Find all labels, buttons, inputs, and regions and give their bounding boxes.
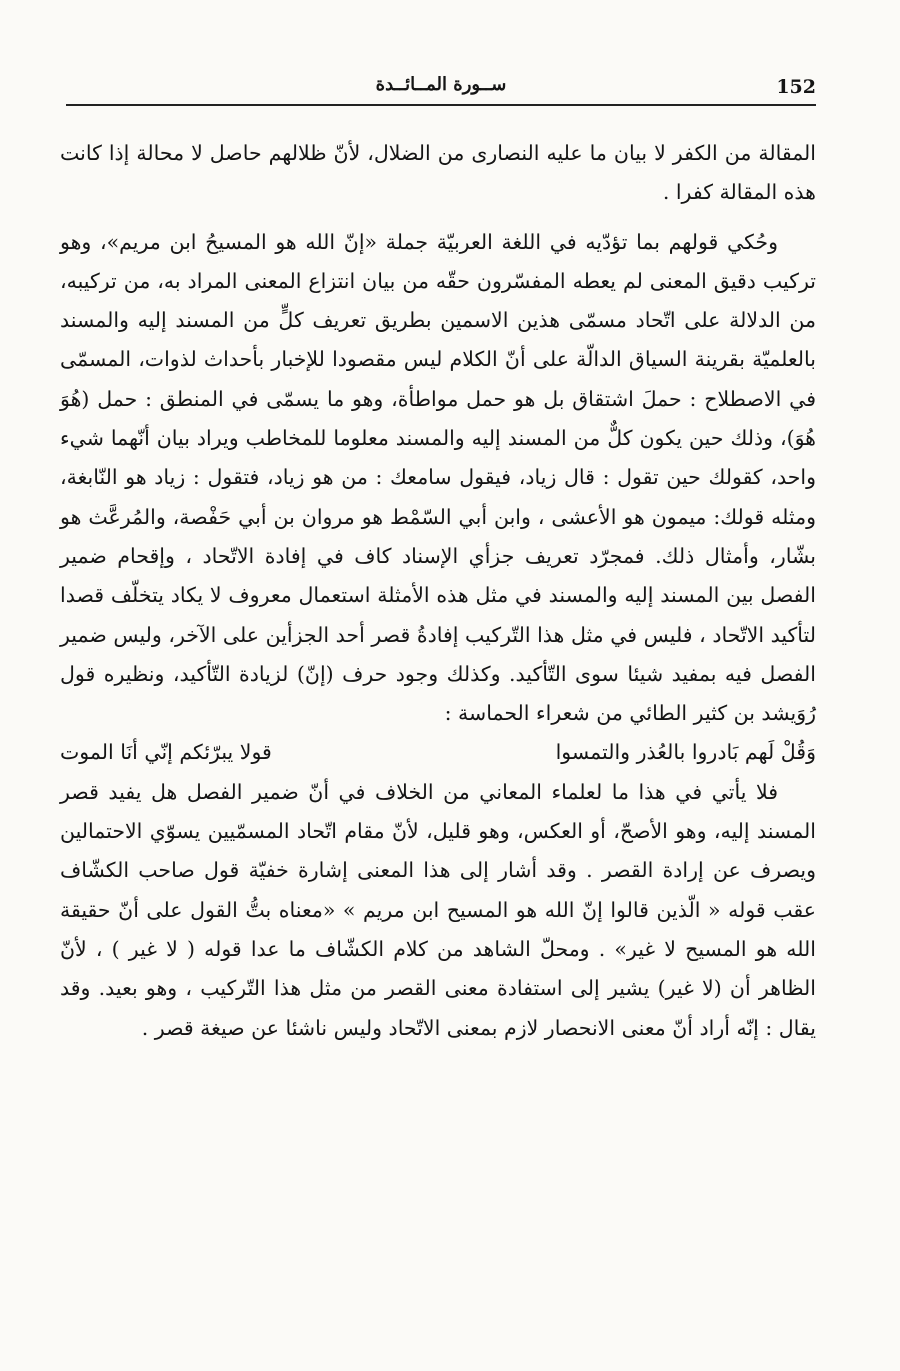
page-number: 152: [776, 76, 816, 98]
running-title: ســورة المــائــدة: [375, 74, 507, 95]
paragraph-main: وحُكي قولهم بما تؤدّيه في اللغة العربيّة جملة «إنّ الله هو المسيحُ ابن مريم»، وهو تركيب دقيق المعنى لم يعطه المفسّرون حقّه من بيان انتزاع المعنى المراد به، من تركيبه، من الدلالة على اتّحاد مسمّى هذين الاسمين بطريق تعريف كلٍّ من المسند إليه والمسند بالعلميّة بقرينة السياق الدالّة على أنّ الكلام ليس مقصودا للإخبار بأحداث لذوات، المسمّى في الاصطلاح : حملَ اشتقاق بل هو حمل مواطأة، وهو ما يسمّى في المنطق : حمل (هُوَ هُوَ)، وذلك حين يكون كلٌّ من المسند إليه والمسند معلوما للمخاطب ويراد بيان أنّهما شيء واحد، كقولك حين تقول : قال زياد، فيقول سامعك : من هو زياد، فتقول : زياد هو النّابغة، ومثله قولك: ميمون هو الأعشى ، وابن أبي السّمْط هو مروان بن أبي حَفْصة، والمُرعَّث هو بشّار، وأمثال ذلك. فمجرّد تعريف جزأي الإسناد كاف في إفادة الاتّحاد ، وإقحام ضمير الفصل بين المسند إليه والمسند في مثل هذه الأمثلة استعمال معروف لا يكاد يتخلّف قصدا لتأكيد الاتّحاد ، فليس في مثل هذا التّركيب إفادةُ قصر أحد الجزأين على الآخر، وليس ضمير الفصل فيه بمفيد شيئا سوى التّأكيد. وكذلك وجود حرف (إنّ) لزيادة التّأكيد، ونظيره قول رُوَيشد بن كثير الطائي من شعراء الحماسة :: [60, 229, 817, 726]
poem-verse: [60, 733, 816, 772]
page-header: [66, 74, 816, 106]
poem-second-hemistich: قولا يبرّئكم إنّي أنَا الموت: [60, 740, 272, 765]
paragraph-continuation: المقالة من الكفر لا بيان ما عليه النصارى من الضلال، لأنّ ظلالهم حاصل لا محالة إذا كانت هذه المقالة كفرا .: [60, 141, 816, 205]
body-text: [60, 134, 816, 1048]
poem-first-hemistich: وَقُلْ لَهم بَادروا بالعُذر والتمسوا: [555, 740, 816, 765]
paragraph-closing: فلا يأتي في هذا ما لعلماء المعاني من الخلاف في أنّ ضمير الفصل هل يفيد قصر المسند إليه، وهو الأصحّ، أو العكس، وهو قليل، لأنّ مقام اتّحاد المسمّيين يسوّي الاحتمالين ويصرف عن إرادة القصر . وقد أشار إلى هذا المعنى إشارة خفيّة قول صاحب الكشّاف عقب قوله « الّذين قالوا إنّ الله هو المسيح ابن مريم » «معناه بتُّ القول على أنّ حقيقة الله هو المسيح لا غير» . ومحلّ الشاهد من كلام الكشّاف ما عدا قوله ( لا غير ) ، لأنّ الظاهر أن (لا غير) يشير إلى استفادة معنى القصر من مثل هذا التّركيب ، وهو بعيد. وقد يقال : إنّه أراد أنّ معنى الانحصار لازم بمعنى الاتّحاد وليس ناشئا عن صيغة قصر .: [60, 779, 816, 1040]
